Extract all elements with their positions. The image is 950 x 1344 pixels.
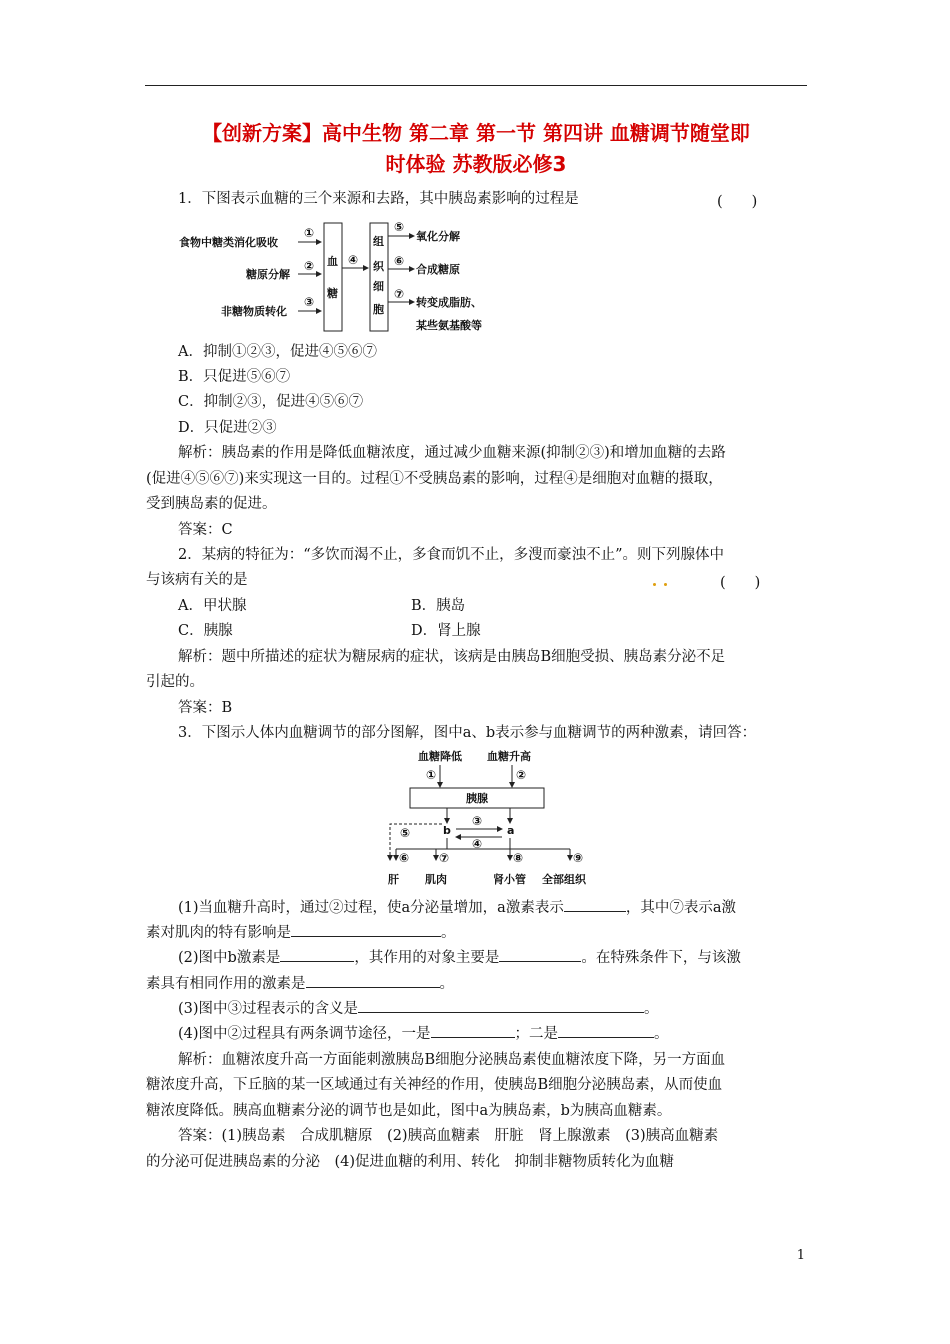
q3-hormone-a: a <box>507 824 515 837</box>
q1-n5: ⑤ <box>394 220 405 234</box>
q1-src3: 非糖物质转化 <box>221 305 287 318</box>
q3-stem: 3．下图示人体内血糖调节的部分图解，图中a、b表示参与血糖调节的两种激素，请回答： <box>178 725 757 741</box>
q2-answer-bracket: ( ) <box>720 575 761 591</box>
answer-blank[interactable] <box>558 1023 654 1038</box>
q2-option-a: A．甲状腺 <box>178 598 247 614</box>
q1-explanation-line2: (促进④⑤⑥⑦)来实现这一目的。过程①不受胰岛素的影响，过程④是细胞对血糖的摄取， <box>146 471 723 487</box>
page-title <box>145 118 807 180</box>
q3-sub1-line2 <box>146 921 456 947</box>
q3-n3: ③ <box>472 814 483 828</box>
q1-n7: ⑦ <box>394 287 405 301</box>
q1-blood-char2: 糖 <box>327 287 338 300</box>
q3-target-liver: 肝 <box>388 873 399 886</box>
q3-sub4 <box>178 1022 669 1048</box>
q3-n5: ⑤ <box>400 826 411 840</box>
q3-sub2-text-e: 。 <box>439 976 454 992</box>
q3-answer-line1: 答案：(1)胰岛素 合成肌糖原 (2)胰高血糖素 肝脏 肾上腺激素 (3)胰高血糖素 <box>178 1128 719 1144</box>
q1-tissue-char1: 组 <box>373 235 384 248</box>
q2-answer: 答案：B <box>178 700 233 716</box>
q3-explanation-line3: 糖浓度降低。胰高血糖素分泌的调节也是如此，图中a为胰岛素，b为胰高血糖素。 <box>146 1103 672 1119</box>
q3-diagram <box>370 745 610 890</box>
q1-tissue-char4: 胞 <box>373 303 384 316</box>
q3-n6: ⑥ <box>399 851 410 865</box>
q3-answer-line2: 的分泌可促进胰岛素的分泌 (4)促进血糖的利用、转化 抑制非糖物质转化为血糖 <box>146 1154 675 1170</box>
q1-answer: 答案：C <box>178 522 233 538</box>
q2-option-d: D．肾上腺 <box>411 623 481 639</box>
answer-blank[interactable] <box>358 998 644 1013</box>
ink-dot <box>664 583 667 586</box>
q1-n6: ⑥ <box>394 254 405 268</box>
q1-option-d: D．只促进②③ <box>178 420 277 436</box>
q1-n2: ② <box>304 259 315 273</box>
title-line-2: 时体验 苏教版必修3 <box>385 152 567 176</box>
q3-label-low: 血糖降低 <box>418 750 462 763</box>
q3-sub2-text-d: 素具有相同作用的激素是 <box>146 976 306 992</box>
q3-sub2-text-b: ，其作用的对象主要是 <box>354 950 500 966</box>
q3-sub2-text-c: 。在特殊条件下，与该激 <box>581 950 741 966</box>
q3-n1: ① <box>426 768 437 782</box>
q1-out1: 氧化分解 <box>416 230 460 243</box>
q3-sub1-line1 <box>178 896 736 922</box>
q3-sub3-text-a: (3)图中③过程表示的含义是 <box>178 1001 359 1017</box>
answer-blank[interactable] <box>564 897 626 912</box>
q2-stem-line2: 与该病有关的是 <box>146 572 248 588</box>
q1-stem: 1．下图表示血糖的三个来源和去路，其中胰岛素影响的过程是 <box>178 191 579 207</box>
q3-sub2-text-a: (2)图中b激素是 <box>178 950 281 966</box>
answer-blank[interactable] <box>499 947 581 962</box>
q3-sub1-text-b: ，其中⑦表示a激 <box>625 900 736 916</box>
q3-sub2-line1 <box>178 946 741 972</box>
q1-n1: ① <box>304 226 315 240</box>
answer-blank[interactable] <box>306 973 440 988</box>
q1-option-c: C．抑制②③，促进④⑤⑥⑦ <box>178 394 364 410</box>
ink-dot <box>653 583 656 586</box>
q3-pancreas: 胰腺 <box>466 792 488 805</box>
q3-target-tubule: 肾小管 <box>493 873 526 886</box>
q1-blood-box <box>324 223 342 331</box>
q3-explanation-line2: 糖浓度升高，下丘脑的某一区域通过有关神经的作用，使胰岛B细胞分泌胰岛素，从而使血 <box>146 1077 723 1093</box>
title-line-1: 【创新方案】高中生物 第二章 第一节 第四讲 血糖调节随堂即 <box>202 121 750 145</box>
q3-label-high: 血糖升高 <box>487 750 531 763</box>
q1-blood-char1: 血 <box>327 255 338 268</box>
answer-blank[interactable] <box>280 947 354 962</box>
q3-sub3-text-b: 。 <box>644 1001 659 1017</box>
q2-explanation-line2: 引起的。 <box>146 674 204 690</box>
q3-sub1-text-c: 素对肌肉的特有影响是 <box>146 925 291 941</box>
answer-blank[interactable] <box>291 922 441 937</box>
q1-n3: ③ <box>304 295 315 309</box>
q3-n7: ⑦ <box>439 851 450 865</box>
q1-out3b: 某些氨基酸等 <box>416 319 482 332</box>
q3-sub4-text-a: (4)图中②过程具有两条调节途径，一是 <box>178 1026 431 1042</box>
page-number: 1 <box>796 1248 805 1263</box>
q3-sub4-text-c: 。 <box>654 1026 669 1042</box>
answer-blank[interactable] <box>431 1023 515 1038</box>
q3-n8: ⑧ <box>513 851 524 865</box>
q2-option-b: B．胰岛 <box>411 598 466 614</box>
q1-out3a: 转变成脂肪、 <box>416 296 482 309</box>
q1-out2: 合成糖原 <box>416 263 460 276</box>
q2-stem-line1: 2．某病的特征为：“多饮而渴不止，多食而饥不止，多溲而豪浊不止”。则下列腺体中 <box>178 547 725 563</box>
q3-explanation-line1: 解析：血糖浓度升高一方面能刺激胰岛B细胞分泌胰岛素使血糖浓度下降，另一方面血 <box>178 1052 726 1068</box>
q3-sub1-text-d: 。 <box>441 925 456 941</box>
q1-answer-bracket: ( ) <box>717 194 758 210</box>
q3-target-muscle: 肌肉 <box>425 873 447 886</box>
q1-tissue-char2: 织 <box>373 260 384 273</box>
q1-diagram <box>178 215 508 340</box>
q3-sub1-text-a: (1)当血糖升高时，通过②过程，使a分泌量增加，a激素表示 <box>178 900 564 916</box>
q2-explanation-line1: 解析：题中所描述的症状为糖尿病的症状，该病是由胰岛B细胞受损、胰岛素分泌不足 <box>178 649 726 665</box>
q3-sub2-line2 <box>146 972 454 998</box>
q1-n4: ④ <box>348 253 359 267</box>
q1-option-b: B．只促进⑤⑥⑦ <box>178 369 291 385</box>
header-rule <box>145 85 807 86</box>
q1-tissue-char3: 细 <box>373 280 384 293</box>
q3-hormone-b: b <box>443 824 451 837</box>
q3-n2: ② <box>516 768 527 782</box>
q1-explanation-line1: 解析：胰岛素的作用是降低血糖浓度，通过减少血糖来源(抑制②③)和增加血糖的去路 <box>178 445 726 461</box>
q3-sub3 <box>178 997 659 1023</box>
q3-sub4-text-b: ；二是 <box>514 1026 559 1042</box>
q2-option-c: C．胰腺 <box>178 623 233 639</box>
q1-explanation-line3: 受到胰岛素的促进。 <box>146 496 277 512</box>
q3-target-all: 全部组织 <box>542 873 586 886</box>
q3-n4: ④ <box>472 837 483 851</box>
q1-src1: 食物中糖类消化吸收 <box>179 236 278 249</box>
q3-n9: ⑨ <box>573 851 584 865</box>
q1-option-a: A．抑制①②③，促进④⑤⑥⑦ <box>178 344 377 360</box>
q1-src2: 糖原分解 <box>246 268 290 281</box>
